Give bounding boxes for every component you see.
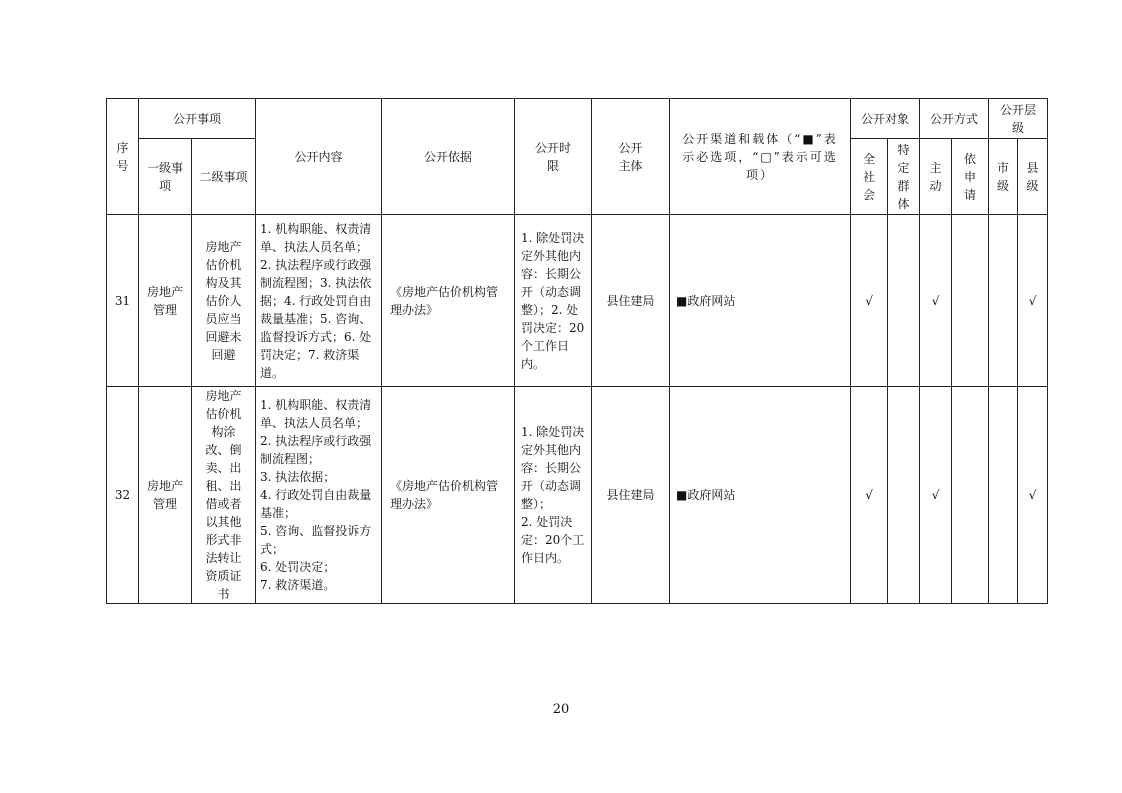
header-content: 公开内容 xyxy=(256,99,382,215)
cell-content: 1. 机构职能、权责清单、执法人员名单；2. 执法程序或行政强制流程图；3. 执法依据；4. 行政处罚自由裁量基准；5. 咨询、监督投诉方式；6. 处罚决定；7. 救济渠道。 xyxy=(256,215,382,387)
header-level-county: 县级 xyxy=(1018,139,1048,215)
time-line: 2. 处罚决定：20个工作日内。 xyxy=(521,515,585,565)
cell-audience-all: √ xyxy=(851,215,888,387)
header-items-group: 公开事项 xyxy=(139,99,256,139)
cell-content xyxy=(256,387,382,604)
header-time: 公开时限 xyxy=(515,99,592,215)
table-row xyxy=(107,387,1048,604)
cell-basis: 《房地产估价机构管理办法》 xyxy=(382,215,515,387)
header-level-city: 市级 xyxy=(989,139,1018,215)
header-basis: 公开依据 xyxy=(382,99,515,215)
header-method-group: 公开方式 xyxy=(920,99,989,139)
header-level1: 一级事项 xyxy=(139,139,192,215)
cell-level-city xyxy=(989,215,1018,387)
content-line: 1. 机构职能、权责清单、执法人员名单； xyxy=(260,398,372,430)
header-audience-specific: 特定群体 xyxy=(888,139,920,215)
cell-audience-specific xyxy=(888,215,920,387)
header-seq: 序号 xyxy=(107,99,139,215)
cell-audience-specific xyxy=(888,387,920,604)
content-line: 7. 救济渠道。 xyxy=(260,578,336,592)
cell-level-county: √ xyxy=(1018,387,1048,604)
cell-seq: 31 xyxy=(107,215,139,387)
table-row xyxy=(107,215,1048,387)
cell-level1: 房地产管理 xyxy=(139,387,192,604)
header-audience-group: 公开对象 xyxy=(851,99,920,139)
cell-subject: 县住建局 xyxy=(592,387,670,604)
disclosure-table xyxy=(106,98,1048,604)
header-level-group: 公开层级 xyxy=(989,99,1048,139)
cell-level-county: √ xyxy=(1018,215,1048,387)
time-line: 1. 除处罚决定外其他内容：长期公开（动态调整）； xyxy=(521,425,585,511)
header-level2: 二级事项 xyxy=(192,139,256,215)
header-method-active: 主动 xyxy=(920,139,952,215)
header-channel: 公开渠道和载体（“■”表示必选项，“□”表示可选项） xyxy=(670,99,851,215)
cell-time: 1. 除处罚决定外其他内容：长期公开（动态调整）；2. 处罚决定：20个工作日内。 xyxy=(515,215,592,387)
content-line: 3. 执法依据； xyxy=(260,470,336,484)
cell-level1: 房地产管理 xyxy=(139,215,192,387)
cell-method-active: √ xyxy=(920,215,952,387)
cell-seq: 32 xyxy=(107,387,139,604)
cell-basis: 《房地产估价机构管理办法》 xyxy=(382,387,515,604)
cell-level2: 房地产估价机构涂改、倒卖、出租、出借或者以其他形式非法转让资质证书 xyxy=(192,387,256,604)
content-line: 4. 行政处罚自由裁量基准； xyxy=(260,488,372,520)
header-audience-all: 全社会 xyxy=(851,139,888,215)
cell-level2: 房地产估价机构及其估价人员应当回避未回避 xyxy=(192,215,256,387)
cell-level-city xyxy=(989,387,1018,604)
page-number: 20 xyxy=(552,702,570,717)
header-row-1 xyxy=(107,99,1048,139)
cell-audience-all: √ xyxy=(851,387,888,604)
content-line: 5. 咨询、监督投诉方式； xyxy=(260,524,372,556)
cell-channel: ■政府网站 xyxy=(670,387,851,604)
header-subject: 公开主体 xyxy=(592,99,670,215)
content-line: 6. 处罚决定； xyxy=(260,560,336,574)
cell-method-request xyxy=(952,215,989,387)
cell-method-active: √ xyxy=(920,387,952,604)
cell-time xyxy=(515,387,592,604)
header-method-request: 依申请 xyxy=(952,139,989,215)
cell-channel: ■政府网站 xyxy=(670,215,851,387)
cell-method-request xyxy=(952,387,989,604)
content-line: 2. 执法程序或行政强制流程图； xyxy=(260,434,372,466)
cell-subject: 县住建局 xyxy=(592,215,670,387)
